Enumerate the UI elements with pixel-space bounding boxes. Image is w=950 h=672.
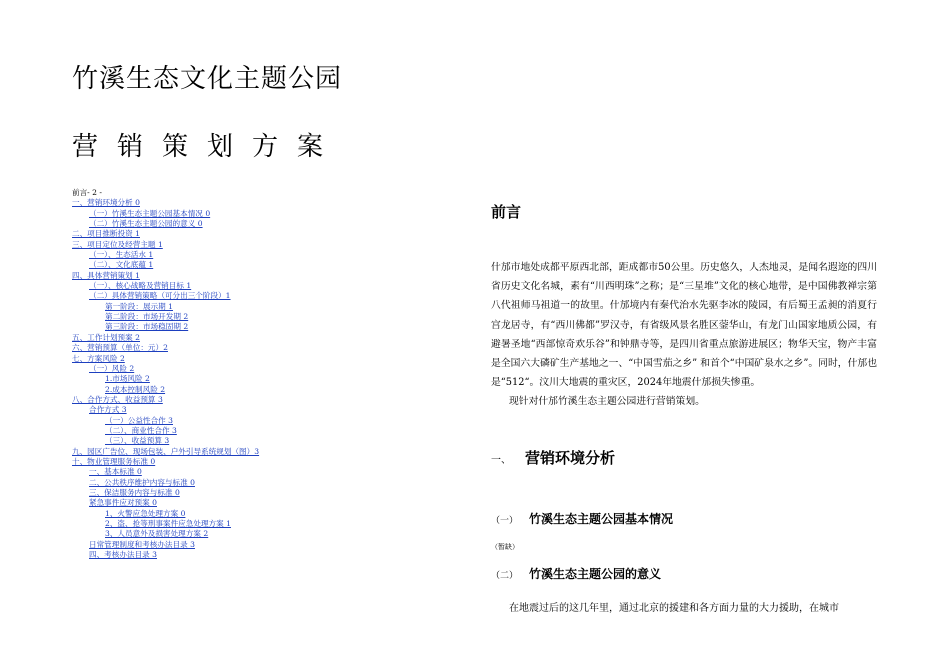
section-title: 营销环境分析 [525,449,616,467]
preface-paragraph-1: 什邡市地处成都平原西北部，距成都市50公里。历史悠久，人杰地灵，是闻名遐迩的四川省历史文化名城，素有“川西明珠”之称；是“三星堆”文化的核心地带，是中国佛教禅宗第八代祖师马祖道一的故里。什邡境内有秦代治水先驱李冰的陵园，有后蜀王孟昶的消夏行宫龙居寺，有“西川佛都”罗汉寺，有省级风景名胜区蓥华山，有龙门山国家地质公园，有避暑圣地“西部惊奇欢乐谷”和钟鼎寺等，是四川省重点旅游进展区；物华天宝，物产丰富是全国六大磷矿生产基地之一、“中国雪茄之乡” 和首个“中国矿泉水之乡”。同时，什邡也是“512“。汶川大地震的重灾区，2024年地震什邡损失惨重。 [491,262,877,389]
toc-link[interactable]: （一）公益性合作 3 [105,415,173,425]
toc-link[interactable]: 九、园区广告位、现场包装、户外引导系统规划（图）3 [72,446,260,456]
toc-link[interactable]: 第二阶段：市场开发期 2 [105,312,189,322]
toc-link[interactable]: 第三阶段：市场稳固期 2 [105,322,189,332]
toc-link[interactable]: 一、营销环境分析 0 [72,198,140,208]
subsection-title: 竹溪生态主题公园基本情况 [529,512,674,526]
toc-link[interactable]: 1、火警应急处理方案 0 [105,508,186,518]
toc-link[interactable]: 1.市场风险 2 [105,374,150,384]
toc-link[interactable]: 二、公共秩序维护内容与标准 0 [89,477,195,487]
missing-note: （暂缺） [491,543,519,551]
toc-link[interactable]: 紧急事件应对预案 0 [89,498,157,508]
section-number: 一、 [491,455,511,466]
toc-link[interactable]: （一）、生态活水 1 [89,250,154,260]
table-of-contents [72,188,402,560]
significance-paragraph: 在地震过后的这几年里，通过北京的援建和各方面力量的大力援助，在城市 [509,603,839,614]
toc-entry: 前言- 2 - [72,188,102,197]
subsection-heading-basic-info [491,508,673,527]
toc-link[interactable]: 三、项目定位及经营主题 1 [72,239,163,249]
preface-body [491,258,877,412]
toc-link[interactable]: （二）、商业性合作 3 [105,425,177,435]
subsection-title: 竹溪生态主题公园的意义 [529,567,662,581]
toc-link[interactable]: （一）、核心战略及营销目标 1 [89,281,192,291]
toc-link[interactable]: 四、考核办法目录 3 [89,550,157,560]
toc-link[interactable]: 一、基本标准 0 [89,467,142,477]
section-heading-marketing-environment [491,447,615,468]
toc-link[interactable]: 八、合作方式、收益预算 3 [72,394,163,404]
toc-link[interactable]: （二）竹溪生态主题公园的意义 0 [89,219,203,229]
toc-link[interactable]: 六、营销预算（单位：元）2 [72,343,168,353]
preface-heading: 前言 [491,203,522,221]
document-subtitle: 营销策划方案 [72,132,343,162]
toc-link[interactable]: （一）风险 2 [89,363,135,373]
toc-link[interactable]: （三）、收益预算 3 [105,436,170,446]
toc-link[interactable]: 2、盗、抢等刑事案件应急处理方案 1 [105,519,231,528]
toc-link[interactable]: 合作方式 3 [89,405,127,415]
toc-link[interactable]: 五、工作计划预案 2 [72,332,140,342]
toc-link[interactable]: （一）竹溪生态主题公园基本情况 0 [89,208,211,218]
document-title: 竹溪生态文化主题公园 [72,64,343,94]
toc-link[interactable]: 七、方案风险 2 [72,353,125,363]
toc-link[interactable]: 二、项目推断投资 1 [72,229,140,239]
toc-link[interactable]: 十、物业管理服务标准 0 [72,456,156,466]
toc-link[interactable]: 2.成本控制风险 2 [105,384,166,394]
subsection-number: （二） [491,571,519,581]
toc-link[interactable]: 第一阶段：展示期 1 [105,301,173,311]
toc-link[interactable]: 四、具体营销策划 1 [72,270,140,280]
subsection-heading-significance [491,563,661,582]
toc-link[interactable]: 三、保洁服务内容与标准 0 [89,487,180,497]
toc-link[interactable]: 3、人员意外及损害处理方案 2 [105,529,209,539]
subsection-number: （一） [491,516,519,526]
toc-link[interactable]: （二）具体营销策略（可分出三个阶段）1 [89,291,231,301]
preface-paragraph-2: 现针对什邡竹溪生态主题公园进行营销策划。 [509,396,705,408]
toc-link[interactable]: 日常管理制度和考核办法目录 3 [89,539,195,549]
toc-link[interactable]: （二）、文化底蕴 1 [89,260,154,270]
